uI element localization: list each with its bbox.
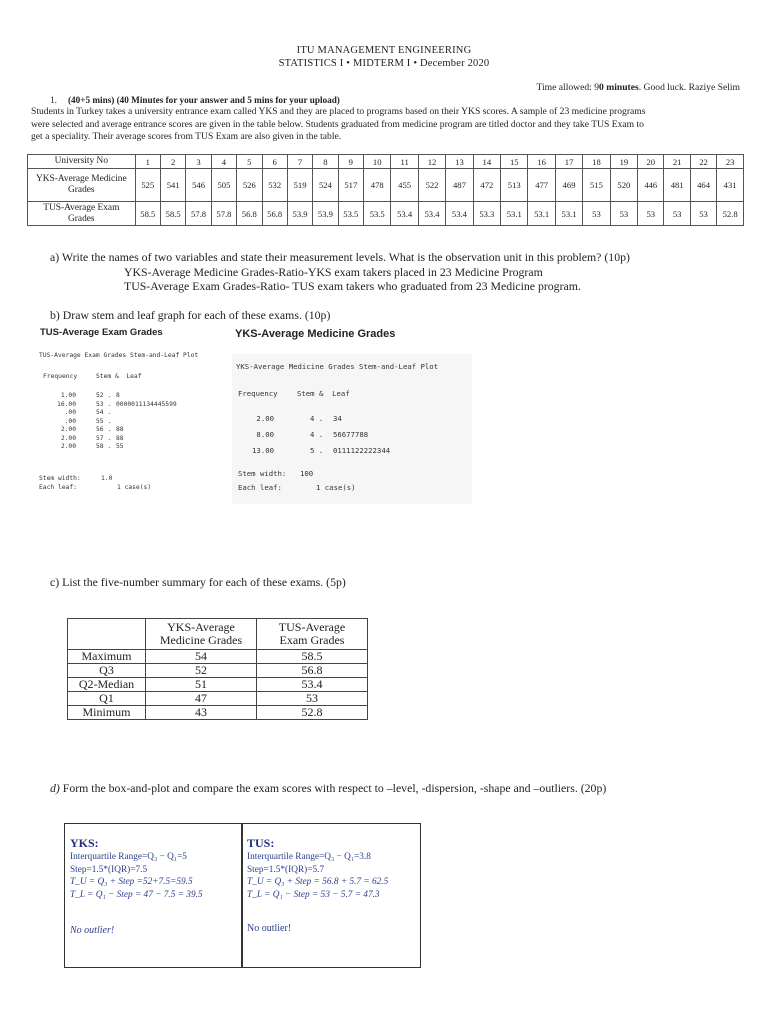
cell-yks-score: 478 [364,169,391,202]
exam-header-title: ITU MANAGEMENT ENGINEERING [296,45,472,56]
cell-university-no: 11 [391,155,418,169]
five-summary-row [68,678,368,692]
tus-outlier-box [241,823,421,968]
cell-yks-score: 505 [211,169,236,202]
cell-yks-score: 469 [555,169,582,202]
tus-leaf: 88 [116,434,124,442]
header-line: YKS-Average [167,620,235,634]
tus-step: Step=1.5*(IQR)=5.7 [247,864,325,875]
tus-stem: 57 . [96,434,112,442]
part-b-question: b) Draw stem and leaf graph for each of these exams. (10p) [50,308,331,322]
tus-stem-leaf-row [34,401,224,410]
cell-tus-score: 53.5 [338,202,363,226]
cell-tus-score: 53.4 [418,202,445,226]
header-line: TUS-Average [278,620,346,634]
label-line: TUS-Average Exam [43,202,120,213]
table-row-university-no [28,155,744,169]
five-summary-yks: 52 [146,664,257,678]
cell-tus-score: 53 [690,202,716,226]
five-header-tus [257,619,368,650]
cell-university-no: 5 [237,155,262,169]
part-d-question [50,781,606,796]
cell-tus-score: 53.4 [391,202,418,226]
cell-yks-score: 487 [446,169,473,202]
tus-freq: 1.00 [60,392,76,399]
five-summary-row [68,650,368,664]
cell-yks-score: 481 [664,169,690,202]
cell-tus-score: 52.8 [717,202,744,226]
cell-yks-score: 477 [528,169,555,202]
five-header-yks [146,619,257,650]
tus-upper-fence: T_U = Q₃ + Step = 56.8 + 5.7 = 62.5 [247,877,389,887]
five-summary-row [68,706,368,720]
tus-iqr: Interquartile Range=Q₃ − Q₁=3.8 [247,852,371,862]
cell-university-no: 13 [446,155,473,169]
five-summary-yks: 47 [146,692,257,706]
yks-leaf: 0111122222344 [333,446,391,455]
tus-leaf: 8 [116,392,120,399]
tus-no-outlier: No outlier! [247,923,292,934]
tus-freq: .00 [64,417,76,425]
question-number: 1. [50,95,57,105]
yks-step: Step=1.5*(IQR)=7.5 [70,864,148,875]
cell-tus-score: 58.5 [161,202,186,226]
table-row-tus [28,202,744,226]
five-summary-row [68,664,368,678]
tus-stem-leaf-heading: TUS-Average Exam Grades [40,327,163,338]
cell-university-no: 14 [473,155,500,169]
tus-stem-leaf-row [34,426,224,435]
cell-yks-score: 522 [418,169,445,202]
part-d-text: Form the box-and-plot and compare the exam scores with respect to –level, -dispersion, -shape and –outliers. (20p) [62,781,607,795]
tus-stem-width-label: Stem width: [39,475,81,482]
yks-stem-leaf-heading: YKS-Average Medicine Grades [235,328,396,340]
tus-rows [34,392,224,452]
cell-yks-score: 524 [313,169,338,202]
tus-stem-leaf-row [34,418,224,427]
cell-yks-score: 455 [391,169,418,202]
cell-tus-score: 57.8 [186,202,211,226]
tus-each-leaf-label: Each leaf: [39,484,77,491]
tus-stem: 56 . [96,426,112,433]
cell-yks-score: 546 [186,169,211,202]
exam-header-subtitle: STATISTICS I • MIDTERM I • December 2020 [278,58,490,69]
cell-yks-score: 517 [338,169,363,202]
tus-stem-leaf-row [34,392,224,401]
time-bold: 0 minutes [599,82,639,93]
tus-each-leaf-value: 1 case(s) [117,484,152,491]
cell-tus-score: 53.9 [287,202,312,226]
cell-yks-score: 431 [717,169,744,202]
yks-stem-leaf-row [232,446,472,462]
row-label-tus [28,202,136,226]
cell-tus-score: 53 [664,202,690,226]
yks-upper-fence: T_U = Q₃ + Step =52+7.5=59.5 [70,877,193,887]
yks-stem: 4 . [310,414,324,423]
tus-freq: 2.00 [60,443,76,450]
five-header-empty [68,619,146,650]
cell-tus-score: 53.1 [501,202,528,226]
five-summary-tus: 53 [257,692,368,706]
five-summary-row [68,692,368,706]
yks-stem-width-value: 100 [300,469,314,478]
five-summary-label: Q1 [68,692,146,706]
yks-iqr: Interquartile Range=Q₃ − Q₁=5 [70,852,187,862]
scores-table [27,154,744,226]
cell-yks-score: 520 [610,169,637,202]
cell-university-no: 20 [638,155,664,169]
five-summary-label: Q3 [68,664,146,678]
question-paragraph [31,106,645,144]
cell-university-no: 2 [161,155,186,169]
row-label-yks [28,169,136,202]
yks-rows [232,414,472,462]
yks-leaf: 56677788 [333,430,369,439]
yks-stem: 4 . [310,430,324,439]
part-a-answer-yks: YKS-Average Medicine Grades-Ratio-YKS exam takers placed in 23 Medicine Program [124,265,543,279]
tus-plot-title: TUS-Average Exam Grades Stem-and-Leaf Plot [39,352,199,359]
tus-stem-leaf-plot [34,346,224,496]
yks-box-heading: YKS: [70,836,99,850]
cell-university-no: 3 [186,155,211,169]
cell-university-no: 10 [364,155,391,169]
five-summary-tus: 52.8 [257,706,368,720]
tus-stem-header: Stem & Leaf [96,373,142,380]
five-number-summary-table [67,618,368,720]
time-allowed-note [536,82,740,93]
cell-university-no: 22 [690,155,716,169]
tus-freq-header: Frequency [43,373,78,380]
five-summary-label: Maximum [68,650,146,664]
five-summary-label: Minimum [68,706,146,720]
cell-tus-score: 56.8 [237,202,262,226]
yks-stem-leaf-row [232,414,472,430]
cell-tus-score: 53 [610,202,637,226]
tus-stem-leaf-row [34,435,224,444]
cell-yks-score: 532 [262,169,287,202]
label-line: Grades [68,185,95,195]
yks-stem-leaf-plot [232,354,472,504]
row-label-university-no: University No [28,155,136,169]
cell-yks-score: 519 [287,169,312,202]
yks-plot-title: YKS-Average Medicine Grades Stem-and-Leaf Plot [236,362,439,371]
cell-tus-score: 58.5 [135,202,160,226]
cell-university-no: 15 [501,155,528,169]
tus-leaf: 88 [116,426,124,433]
yks-freq: 13.00 [252,446,274,455]
cell-yks-score: 515 [583,169,610,202]
yks-lower-fence: T_L = Q₁ − Step = 47 − 7.5 = 39.5 [70,889,203,900]
tus-stem: 52 . [96,392,112,399]
yks-freq: 2.00 [256,414,274,423]
time-suffix: . Good luck. Raziye Selim [638,82,740,93]
tus-leaf: 55 [116,443,124,450]
cell-university-no: 16 [528,155,555,169]
five-summary-yks: 54 [146,650,257,664]
yks-box-lines [70,851,203,901]
cell-university-no: 12 [418,155,445,169]
cell-university-no: 7 [287,155,312,169]
yks-stem-header: Stem & Leaf [297,389,350,398]
five-summary-label: Q2-Median [68,678,146,692]
five-summary-tus: 53.4 [257,678,368,692]
label-line: Grades [68,213,95,224]
cell-university-no: 1 [135,155,160,169]
five-header-row [68,619,368,650]
paragraph-line: Students in Turkey takes a university entrance exam called YKS and they are placed to programs based on their YKS scores. A sample of 23 medicine programs [31,106,646,117]
five-summary-yks: 43 [146,706,257,720]
tus-lower-fence: T_L = Q₁ − Step = 53 − 5.7 = 47.3 [247,889,380,900]
five-summary-tus: 58.5 [257,650,368,664]
tus-stem: 55 . [96,417,112,425]
cell-yks-score: 541 [161,169,186,202]
cell-university-no: 4 [211,155,236,169]
tus-box-heading: TUS: [247,836,275,850]
tus-stem: 53 . [96,400,112,408]
yks-stem-width-label: Stem width: [238,469,287,478]
cell-tus-score: 53.1 [528,202,555,226]
header-line: Exam Grades [279,633,345,647]
part-a-question: a) Write the names of two variables and state their measurement levels. What is the observation unit in this problem? (10p) [50,250,630,264]
yks-no-outlier: No outlier! [70,925,115,936]
part-d-letter: d) [50,781,60,795]
tus-freq: .00 [64,409,76,416]
cell-university-no: 6 [262,155,287,169]
table-row-yks [28,169,744,202]
time-prefix: Time allowed: 9 [536,82,600,93]
cell-university-no: 19 [610,155,637,169]
cell-university-no: 8 [313,155,338,169]
label-line: YKS-Average Medicine [35,174,127,184]
cell-yks-score: 513 [501,169,528,202]
cell-yks-score: 446 [638,169,664,202]
cell-university-no: 9 [338,155,363,169]
cell-tus-score: 53.9 [313,202,338,226]
cell-yks-score: 464 [690,169,716,202]
cell-university-no: 17 [555,155,582,169]
tus-freq: 16.00 [57,400,76,408]
part-a-answer-tus: TUS-Average Exam Grades-Ratio- TUS exam takers who graduated from 23 Medicine program. [124,279,581,293]
tus-stem-leaf-row [34,443,224,452]
cell-tus-score: 53.5 [364,202,391,226]
tus-freq: 2.00 [60,434,76,442]
five-summary-yks: 51 [146,678,257,692]
yks-freq: 8.00 [256,430,274,439]
header-line: Medicine Grades [159,633,243,647]
cell-tus-score: 53.1 [555,202,582,226]
tus-stem-leaf-row [34,409,224,418]
yks-outlier-box [64,823,243,968]
cell-yks-score: 472 [473,169,500,202]
paragraph-line: get a speciality. Their average scores from TUS Exam are also given in the table. [31,131,342,142]
cell-tus-score: 53.3 [473,202,500,226]
cell-yks-score: 525 [135,169,160,202]
yks-stem-leaf-row [232,430,472,446]
question-timing: (40+5 mins) (40 Minutes for your answer and 5 mins for your upload) [68,95,340,105]
paragraph-line: were selected and average entrance scores are given in the table below. Students graduated from medicine program are titled doctor and they take TUS Exam to [31,118,644,130]
tus-stem: 54 . [96,409,112,416]
cell-university-no: 18 [583,155,610,169]
tus-box-lines [247,851,388,901]
cell-tus-score: 53 [638,202,664,226]
tus-stem-width-value: 1.0 [101,475,113,482]
yks-stem: 5 . [310,446,324,455]
tus-freq: 2.00 [60,426,76,433]
cell-tus-score: 53.4 [446,202,473,226]
yks-each-leaf-label: Each leaf: [238,483,282,492]
yks-leaf: 34 [333,414,342,423]
cell-tus-score: 56.8 [262,202,287,226]
yks-each-leaf-value: 1 case(s) [316,483,356,492]
part-c-question: c) List the five-number summary for each of these exams. (5p) [50,575,346,589]
five-summary-tus: 56.8 [257,664,368,678]
cell-tus-score: 57.8 [211,202,236,226]
cell-yks-score: 526 [237,169,262,202]
cell-university-no: 23 [717,155,744,169]
tus-leaf: 0000011134445599 [116,400,177,408]
cell-tus-score: 53 [583,202,610,226]
cell-university-no: 21 [664,155,690,169]
yks-freq-header: Frequency [238,389,278,398]
tus-stem: 58 . [96,443,112,450]
